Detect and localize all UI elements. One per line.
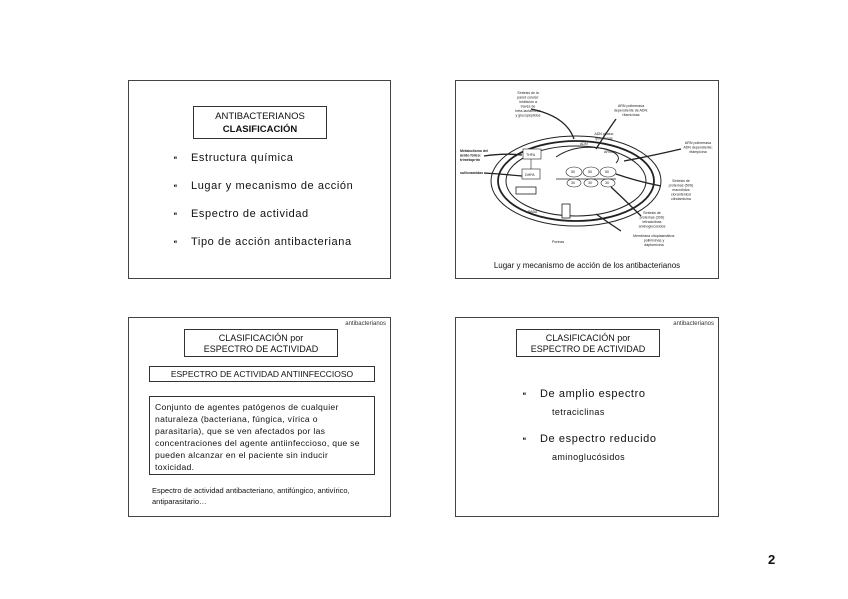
slide-1 — [128, 80, 391, 279]
slide-3-title-line1: CLASIFICACIÓN por — [218, 333, 304, 343]
slide-3 — [128, 317, 391, 517]
slide-3-tag: antibacterianos — [345, 321, 386, 327]
label-paba: PABA — [528, 210, 538, 214]
paba-channel — [516, 187, 536, 194]
slide-1-title-line2: CLASIFICACIÓN — [222, 124, 298, 135]
label-ribo: 30 — [588, 181, 592, 185]
definition-text — [155, 401, 360, 473]
label-prot30: Síntesis de proteínas (30S) tetraciclinas aminoglucósidos — [638, 211, 666, 229]
slide-3-title-line2: ESPECTRO DE ACTIVIDAD — [203, 344, 319, 354]
slide-4-title-line2: ESPECTRO DE ACTIVIDAD — [530, 344, 646, 354]
definition-line: Conjunto de agentes patógenos de cualquier — [155, 402, 339, 412]
slide-4-example: aminoglucósidos — [552, 452, 626, 462]
bullet-marker-icon: ⁌ — [522, 434, 528, 444]
bullet-marker-icon: ⁌ — [173, 153, 179, 163]
bullet-text: Tipo de acción antibacteriana — [191, 236, 352, 248]
label-sulf: sulfonamidas — [460, 171, 484, 175]
bacterial-cell-diagram — [456, 81, 718, 278]
definition-line: naturaleza (bacteriana, fúngica, vírica o — [155, 414, 318, 424]
slide-3-definition-box — [149, 396, 375, 475]
label-ribo: 50 — [571, 170, 575, 174]
bullet-text: Espectro de actividad — [191, 208, 309, 220]
slide-4-example: tetraciclinas — [552, 407, 605, 417]
definition-line: parasitaria), que se ven afectados por las — [155, 426, 326, 436]
bullet-marker-icon: ⁌ — [522, 389, 528, 399]
label-ribo: 50 — [588, 170, 592, 174]
label-arn-right: ARN polimerasa ADN dependiente: rifampicina — [683, 141, 713, 154]
slide-3-title-box — [184, 329, 338, 357]
bullet-marker-icon: ⁌ — [173, 237, 179, 247]
definition-line: concentraciones del agente antiinfeccioso, que se — [155, 438, 360, 448]
porin — [562, 204, 570, 218]
slide-2 — [455, 80, 719, 279]
label-adn: ADN — [580, 142, 588, 146]
note-line: antiparasitario… — [152, 497, 207, 506]
slide-3-note — [152, 485, 350, 507]
slide-3-subtitle: ESPECTRO DE ACTIVIDAD ANTIINFECCIOSO — [170, 369, 354, 379]
bullet-text: Lugar y mecanismo de acción — [191, 180, 354, 192]
label-ribo: 30 — [571, 181, 575, 185]
slide-4 — [455, 317, 719, 517]
arrow-memb — [596, 214, 621, 231]
label-ribo: 30 — [605, 181, 609, 185]
slide-2-caption: Lugar y mecanismo de acción de los antibacterianos — [493, 261, 681, 270]
label-metab: Metabolismo del ácido fólico: trimetoprim — [460, 149, 489, 162]
label-memb: Membrana citoplasmática: polimixinas y daptomicina — [633, 234, 675, 247]
label-girasa: ADN girasa: quinolonas — [594, 132, 614, 141]
label-dhfa: DHFA — [525, 173, 535, 177]
definition-line: pueden alcanzar en el paciente sin inducir — [155, 450, 329, 460]
bullet-text: De espectro reducido — [540, 433, 657, 445]
definition-line: toxicidad. — [155, 462, 195, 472]
slide-4-title-box — [516, 329, 660, 357]
slide-4-title-line1: CLASIFICACIÓN por — [545, 333, 631, 343]
bullet-text: De amplio espectro — [540, 388, 646, 400]
bullet-marker-icon: ⁌ — [173, 181, 179, 191]
label-porinas: Porinas — [552, 240, 565, 244]
label-arnm: ARNm — [604, 150, 615, 154]
arrow-sulf — [484, 173, 522, 176]
label-prot50: Síntesis de proteínas (50S) macrólidos cloranfenicol clindamicina — [668, 179, 694, 201]
slide-1-title-box — [193, 106, 327, 139]
label-arn-pol: ARN polimerasa dependiente de ADN: rifamicinas — [613, 104, 649, 117]
note-line: Espectro de actividad antibacteriano, antifúngico, antivírico, — [152, 486, 350, 495]
slide-3-subtitle-box — [149, 366, 375, 382]
label-thfa: THFA — [526, 153, 536, 157]
arrow-arn — [624, 149, 681, 161]
slide-1-title-line1: ANTIBACTERIANOS — [215, 111, 305, 122]
bullet-marker-icon: ⁌ — [173, 209, 179, 219]
label-ribo: 50 — [605, 170, 609, 174]
label-wall: Síntesis de la pared celular: inhibición a través de beta-lactámicos y glucopéptidos — [515, 91, 541, 118]
slide-4-tag: antibacterianos — [673, 321, 714, 327]
page-number: 2 — [768, 552, 776, 567]
bullet-text: Estructura química — [191, 152, 294, 164]
